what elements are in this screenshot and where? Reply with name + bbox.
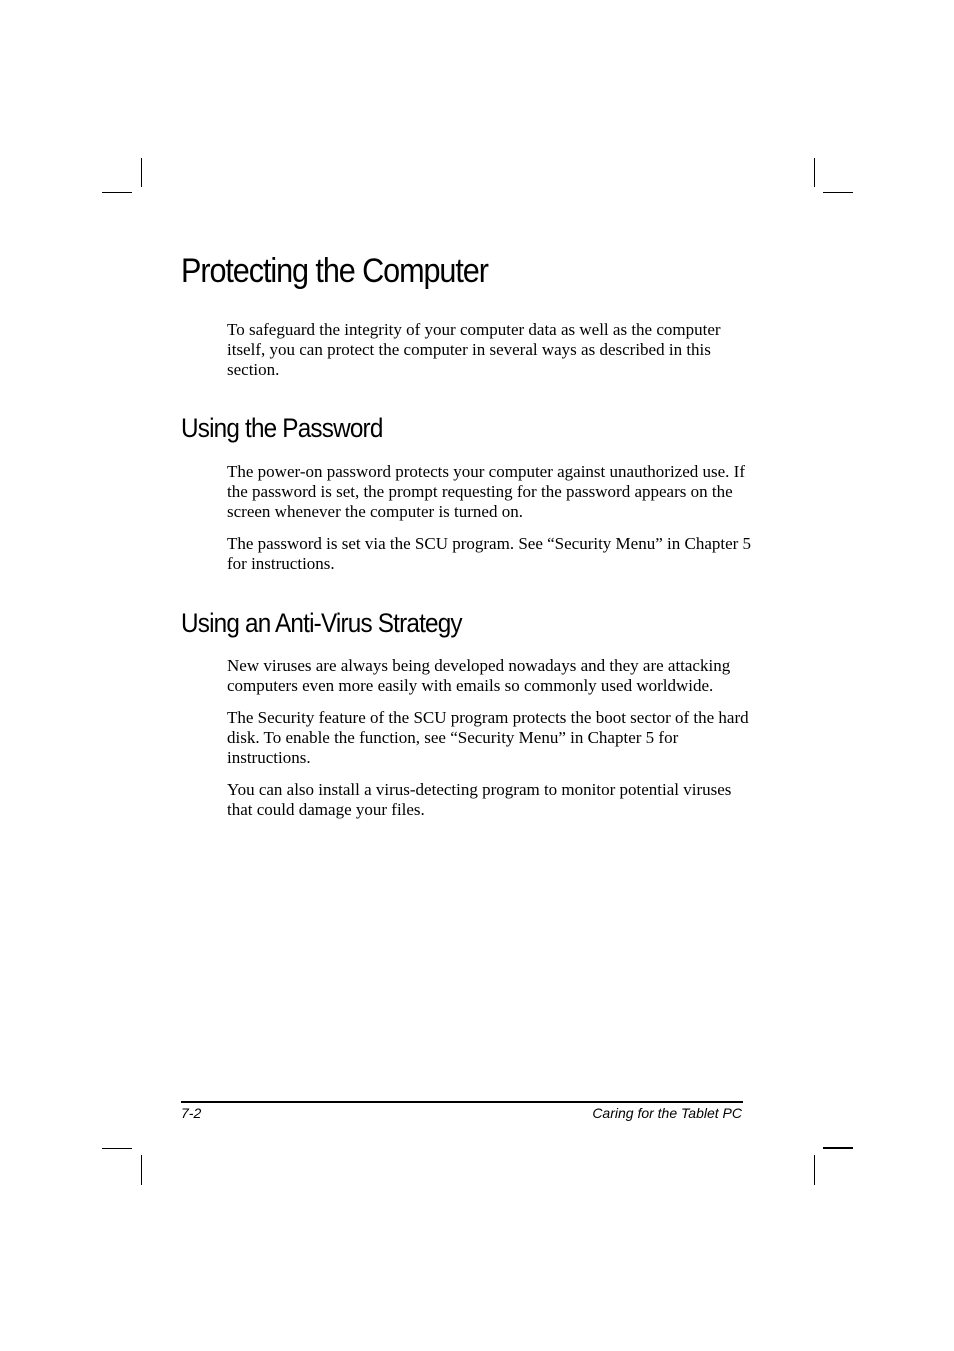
- anti-virus-paragraph-3: You can also install a virus-detecting program to monitor potential viruses that could damage your files.: [227, 780, 732, 819]
- crop-mark-bottom-right-vertical: [814, 1155, 815, 1185]
- footer-page-number: 7-2: [181, 1105, 202, 1121]
- password-paragraph-1: The power-on password protects your computer against unauthorized use. If the password is set, the prompt requesting for the password appears on the screen whenever the computer is turned on.: [227, 462, 746, 521]
- anti-virus-paragraph-1: New viruses are always being developed nowadays and they are attacking computers even more easily with emails so commonly used worldwide.: [227, 656, 731, 695]
- crop-mark-bottom-left-vertical: [141, 1155, 142, 1185]
- page-title: Protecting the Computer: [181, 252, 488, 290]
- crop-mark-top-right-horizontal: [823, 192, 853, 193]
- anti-virus-paragraph-2: The Security feature of the SCU program protects the boot sector of the hard disk. To enable the function, see “Security Menu” in Chapter 5 for instructions.: [227, 708, 749, 767]
- crop-mark-bottom-right-horizontal: [823, 1147, 853, 1149]
- crop-mark-top-left-vertical: [141, 158, 142, 187]
- password-paragraph-2: The password is set via the SCU program. See “Security Menu” in Chapter 5 for instructions.: [227, 534, 752, 573]
- crop-mark-top-left-horizontal: [102, 192, 132, 193]
- crop-mark-bottom-left-horizontal: [102, 1148, 132, 1149]
- section-heading-password: Using the Password: [181, 413, 383, 443]
- intro-paragraph: To safeguard the integrity of your computer data as well as the computer itself, you can protect the computer in several ways as described in this section.: [227, 320, 721, 379]
- footer-chapter-title: Caring for the Tablet PC: [592, 1105, 742, 1121]
- crop-mark-top-right-vertical: [814, 158, 815, 187]
- footer-rule: [181, 1101, 743, 1103]
- section-heading-anti-virus: Using an Anti-Virus Strategy: [181, 608, 462, 638]
